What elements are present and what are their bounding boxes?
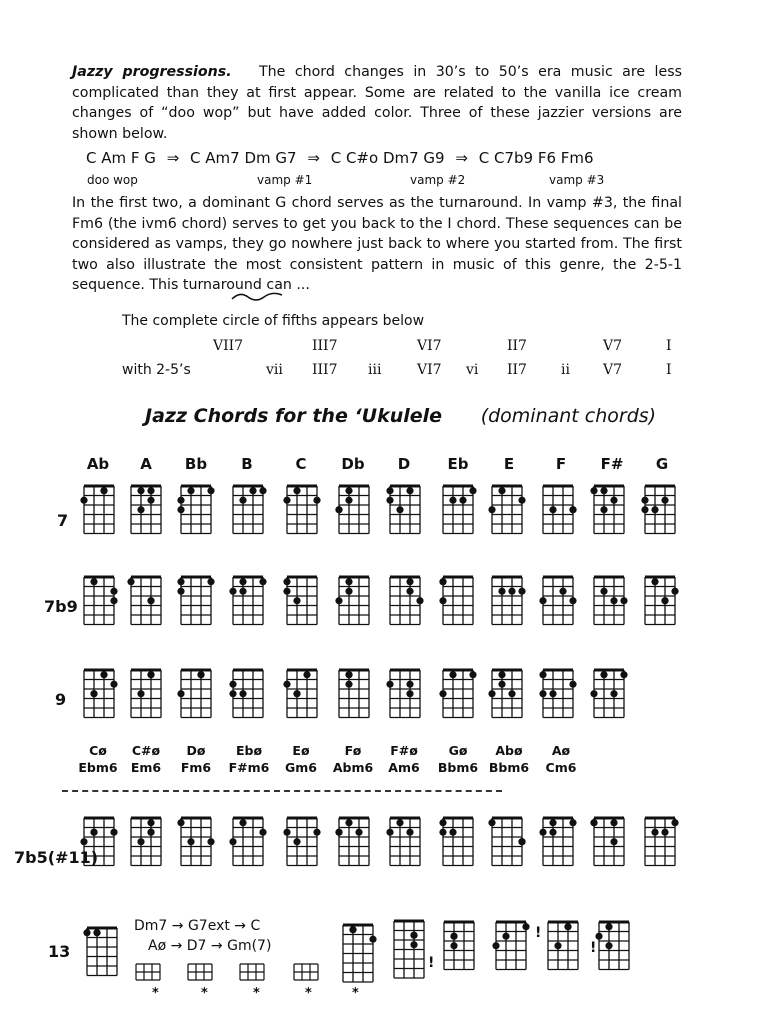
progression-vamp1: C Am7 Dm G7 bbox=[190, 149, 297, 167]
row-label-7b9: 7b9 bbox=[44, 597, 78, 616]
finger-dot bbox=[283, 497, 290, 504]
finger-dot bbox=[416, 597, 423, 604]
finger-dot bbox=[90, 829, 97, 836]
finger-dot bbox=[661, 829, 668, 836]
chord-annotation: Gø Bbm6 bbox=[437, 743, 479, 775]
chord-diagram bbox=[283, 667, 321, 721]
finger-dot bbox=[283, 681, 290, 688]
finger-dot bbox=[147, 597, 154, 604]
chord-diagram bbox=[440, 919, 478, 973]
finger-dot bbox=[137, 690, 144, 697]
chord-diagram bbox=[544, 919, 582, 973]
circle-row2-item: V7 bbox=[603, 362, 623, 378]
finger-dot bbox=[303, 671, 310, 678]
finger-dot bbox=[110, 829, 117, 836]
finger-dot bbox=[439, 819, 446, 826]
finger-dot bbox=[345, 588, 352, 595]
finger-dot bbox=[605, 923, 612, 930]
finger-dot bbox=[396, 506, 403, 513]
chord-name: F# bbox=[600, 455, 624, 473]
row-label-9: 9 bbox=[55, 690, 67, 709]
finger-dot bbox=[559, 588, 566, 595]
chord-diagram bbox=[439, 483, 477, 537]
finger-dot bbox=[349, 926, 356, 933]
finger-dot bbox=[539, 671, 546, 678]
chord-name: Eb bbox=[447, 455, 469, 473]
finger-dot bbox=[595, 933, 602, 940]
chord-annotation: Abø Bbm6 bbox=[488, 743, 530, 775]
finger-dot bbox=[406, 588, 413, 595]
finger-dot bbox=[498, 487, 505, 494]
finger-dot bbox=[110, 588, 117, 595]
finger-dot bbox=[147, 671, 154, 678]
chord-diagram bbox=[339, 922, 377, 985]
finger-dot bbox=[177, 819, 184, 826]
finger-dot bbox=[345, 671, 352, 678]
finger-dot bbox=[569, 681, 576, 688]
chord-diagram bbox=[283, 574, 321, 628]
finger-dot bbox=[600, 588, 607, 595]
finger-dot bbox=[137, 506, 144, 513]
finger-dot bbox=[386, 497, 393, 504]
finger-dot bbox=[549, 829, 556, 836]
chord-diagram bbox=[283, 483, 321, 537]
chord-name: G bbox=[655, 455, 669, 473]
chord-diagram bbox=[539, 815, 577, 869]
chord-diagram bbox=[229, 667, 267, 721]
finger-dot bbox=[229, 690, 236, 697]
chord-diagram bbox=[127, 574, 165, 628]
finger-dot bbox=[345, 578, 352, 585]
finger-dot bbox=[406, 829, 413, 836]
finger-dot bbox=[313, 829, 320, 836]
finger-dot bbox=[554, 942, 561, 949]
finger-dot bbox=[177, 588, 184, 595]
finger-dot bbox=[93, 929, 100, 936]
title-main: Jazz Chords for the ‘Ukulele bbox=[145, 405, 443, 427]
finger-dot bbox=[620, 671, 627, 678]
finger-dot bbox=[177, 578, 184, 585]
finger-dot bbox=[569, 506, 576, 513]
finger-dot bbox=[539, 829, 546, 836]
vamp-label: vamp #2 bbox=[410, 173, 466, 187]
finger-dot bbox=[488, 506, 495, 513]
finger-dot bbox=[207, 838, 214, 845]
finger-dot bbox=[239, 497, 246, 504]
finger-dot bbox=[610, 819, 617, 826]
chord-diagram bbox=[390, 918, 428, 981]
chord-diagram bbox=[177, 483, 215, 537]
arrow-icon: ⇒ bbox=[166, 149, 180, 167]
finger-dot bbox=[239, 578, 246, 585]
finger-dot bbox=[80, 838, 87, 845]
finger-dot bbox=[671, 588, 678, 595]
chord-diagram bbox=[386, 815, 424, 869]
star-mark: * bbox=[253, 986, 260, 1001]
row-label-13: 13 bbox=[48, 942, 71, 961]
circle-row2-item: iii bbox=[368, 362, 382, 378]
star-mark: * bbox=[152, 986, 159, 1001]
chord-diagram bbox=[177, 574, 215, 628]
circle-row1-item: II7 bbox=[507, 338, 527, 354]
finger-dot bbox=[651, 829, 658, 836]
finger-dot bbox=[610, 690, 617, 697]
arrow-icon: ⇒ bbox=[307, 149, 320, 167]
finger-dot bbox=[651, 578, 658, 585]
finger-dot bbox=[293, 690, 300, 697]
finger-dot bbox=[518, 588, 525, 595]
star-mark: * bbox=[201, 986, 208, 1001]
chord-diagram bbox=[335, 815, 373, 869]
finger-dot bbox=[492, 942, 499, 949]
finger-dot bbox=[590, 487, 597, 494]
finger-dot bbox=[439, 690, 446, 697]
chord-diagram bbox=[590, 574, 628, 628]
intro-heading: Jazzy progressions. bbox=[72, 64, 232, 80]
finger-dot bbox=[488, 819, 495, 826]
finger-dot bbox=[539, 597, 546, 604]
chord-diagram bbox=[488, 483, 526, 537]
finger-dot bbox=[439, 578, 446, 585]
chord-name: D bbox=[397, 455, 411, 473]
chord-annotation: Eø Gm6 bbox=[285, 743, 317, 775]
finger-dot bbox=[610, 497, 617, 504]
finger-dot bbox=[137, 487, 144, 494]
circle-row1-item: V7 bbox=[603, 338, 623, 354]
finger-dot bbox=[283, 578, 290, 585]
paragraph-2: In the first two, a dominant G chord serves as the turnaround. In vamp #3, the final Fm6 (the ivm6 chord) serves to get you back to the I chord. These sequences can be considered as vamps, they go nowhere just back to where you started from. The first two also illustrate the most consistent pattern in music of this genre, the 2-5-1 sequence. This turnaround can ... bbox=[72, 195, 682, 293]
progression-vamp3: C C7b9 F6 Fm6 bbox=[478, 149, 594, 167]
chord-diagram bbox=[590, 815, 628, 869]
chord-annotation: F#ø Am6 bbox=[388, 743, 420, 775]
finger-dot bbox=[590, 690, 597, 697]
finger-dot bbox=[335, 597, 342, 604]
finger-dot bbox=[127, 578, 134, 585]
finger-dot bbox=[187, 487, 194, 494]
chord-annotation: Ebø F#m6 bbox=[228, 743, 270, 775]
finger-dot bbox=[661, 497, 668, 504]
chord-diagram bbox=[229, 574, 267, 628]
finger-dot bbox=[498, 671, 505, 678]
chord-diagram bbox=[127, 667, 165, 721]
finger-dot bbox=[283, 829, 290, 836]
finger-dot bbox=[345, 681, 352, 688]
star-mark: * bbox=[305, 986, 312, 1001]
finger-dot bbox=[283, 588, 290, 595]
finger-dot bbox=[335, 829, 342, 836]
finger-dot bbox=[345, 487, 352, 494]
progression-vamp2: C C#o Dm7 G9 bbox=[330, 149, 445, 167]
chord-name: A bbox=[140, 455, 152, 473]
page-title bbox=[145, 405, 656, 427]
chord-diagram bbox=[80, 815, 118, 869]
vamp-label: vamp #1 bbox=[257, 173, 313, 187]
chord-annotation: Fø Abm6 bbox=[332, 743, 374, 775]
finger-dot bbox=[539, 690, 546, 697]
circle-row1-item: I bbox=[666, 338, 672, 354]
chord-diagram bbox=[539, 574, 577, 628]
circle-row2-item: VI7 bbox=[417, 362, 442, 378]
finger-dot bbox=[90, 690, 97, 697]
finger-dot bbox=[229, 588, 236, 595]
finger-dot bbox=[549, 506, 556, 513]
finger-dot bbox=[590, 819, 597, 826]
finger-dot bbox=[549, 690, 556, 697]
vamp-label: vamp #3 bbox=[549, 173, 605, 187]
finger-dot bbox=[502, 933, 509, 940]
finger-dot bbox=[469, 487, 476, 494]
finger-dot bbox=[386, 487, 393, 494]
chord-diagram bbox=[439, 815, 477, 869]
finger-dot bbox=[197, 671, 204, 678]
circle-row1-item: III7 bbox=[312, 338, 338, 354]
circle-row1-item: VII7 bbox=[213, 338, 244, 354]
finger-dot bbox=[498, 588, 505, 595]
chord-name: C bbox=[295, 455, 307, 473]
finger-dot bbox=[177, 506, 184, 513]
chord-diagram bbox=[439, 667, 477, 721]
chord-diagram bbox=[335, 483, 373, 537]
finger-dot bbox=[569, 597, 576, 604]
chord-diagram bbox=[283, 815, 321, 869]
finger-dot bbox=[406, 690, 413, 697]
circle-row1-item: VI7 bbox=[417, 338, 442, 354]
chord-diagram bbox=[177, 815, 215, 869]
finger-dot bbox=[439, 829, 446, 836]
chord-name: B bbox=[241, 455, 253, 473]
finger-dot bbox=[439, 597, 446, 604]
circle-row2-item: vii bbox=[266, 362, 283, 378]
finger-dot bbox=[187, 838, 194, 845]
chord-diagram bbox=[590, 667, 628, 721]
finger-dot bbox=[207, 578, 214, 585]
finger-dot bbox=[406, 578, 413, 585]
chord-diagram bbox=[641, 815, 679, 869]
chord-diagram bbox=[641, 483, 679, 537]
squiggle-mark bbox=[230, 291, 290, 303]
circle-row2-item: II7 bbox=[507, 362, 527, 378]
finger-dot bbox=[147, 497, 154, 504]
finger-dot bbox=[600, 671, 607, 678]
finger-dot bbox=[147, 819, 154, 826]
finger-dot bbox=[293, 487, 300, 494]
chord-diagram bbox=[590, 483, 628, 537]
finger-dot bbox=[110, 681, 117, 688]
finger-dot bbox=[229, 681, 236, 688]
finger-dot bbox=[147, 829, 154, 836]
finger-dot bbox=[313, 497, 320, 504]
finger-dot bbox=[386, 681, 393, 688]
finger-dot bbox=[100, 671, 107, 678]
chord-diagram bbox=[80, 574, 118, 628]
finger-dot bbox=[259, 578, 266, 585]
chord-diagram bbox=[492, 919, 530, 973]
chord-diagram bbox=[127, 483, 165, 537]
chord-diagram bbox=[127, 815, 165, 869]
circle-title: The complete circle of fifths appears below bbox=[122, 313, 425, 329]
finger-dot bbox=[508, 588, 515, 595]
title-sub: (dominant chords) bbox=[480, 405, 657, 427]
finger-dot bbox=[293, 838, 300, 845]
chord-diagram bbox=[335, 574, 373, 628]
intro-text: The chord changes in 30’s to 50’s era music are less complicated than they at first appear. Some are related to the vanilla ice cream changes of “doo wop” but have added color. Three of these jazzier versions are shown below. bbox=[72, 64, 682, 142]
row-label-7: 7 bbox=[57, 511, 69, 530]
chord-diagram bbox=[229, 483, 267, 537]
finger-dot bbox=[661, 597, 668, 604]
finger-dot bbox=[369, 936, 376, 943]
chord-name: Ab bbox=[86, 455, 110, 473]
chord-diagram bbox=[335, 667, 373, 721]
chord-diagram bbox=[488, 574, 526, 628]
arrow-icon: ⇒ bbox=[455, 149, 468, 167]
finger-dot bbox=[449, 671, 456, 678]
finger-dot bbox=[498, 681, 505, 688]
chord-diagram bbox=[83, 925, 121, 979]
finger-dot bbox=[449, 497, 456, 504]
row-label-7b5: 7b5(#11) bbox=[14, 848, 99, 867]
finger-dot bbox=[83, 929, 90, 936]
circle-row2-item: vi bbox=[466, 362, 479, 378]
finger-dot bbox=[488, 690, 495, 697]
finger-dot bbox=[177, 690, 184, 697]
finger-dot bbox=[508, 690, 515, 697]
finger-dot bbox=[518, 838, 525, 845]
mini-chord-diagram bbox=[292, 960, 322, 982]
chord-diagram bbox=[539, 667, 577, 721]
chord-diagram bbox=[595, 919, 633, 973]
finger-dot bbox=[620, 597, 627, 604]
finger-dot bbox=[80, 497, 87, 504]
finger-dot bbox=[450, 933, 457, 940]
chord-diagram bbox=[80, 667, 118, 721]
chord-diagram bbox=[386, 667, 424, 721]
finger-dot bbox=[355, 829, 362, 836]
chord-name: Bb bbox=[184, 455, 208, 473]
finger-dot bbox=[110, 597, 117, 604]
circle-row2-label: with 2-5’s bbox=[122, 362, 191, 378]
intro-paragraph bbox=[72, 62, 682, 144]
finger-dot bbox=[239, 819, 246, 826]
finger-dot bbox=[259, 487, 266, 494]
chord-diagram bbox=[386, 574, 424, 628]
finger-dot bbox=[469, 671, 476, 678]
dashed-divider bbox=[62, 790, 502, 792]
finger-dot bbox=[90, 578, 97, 585]
chord-name: F bbox=[555, 455, 567, 473]
chord-diagram bbox=[488, 815, 526, 869]
sequence-line-1: Dm7 → G7ext → C bbox=[134, 918, 261, 934]
finger-dot bbox=[450, 942, 457, 949]
chord-diagram bbox=[641, 574, 679, 628]
finger-dot bbox=[229, 838, 236, 845]
chord-diagram bbox=[488, 667, 526, 721]
mini-chord-diagram bbox=[238, 960, 268, 982]
finger-dot bbox=[345, 819, 352, 826]
finger-dot bbox=[641, 497, 648, 504]
finger-dot bbox=[335, 506, 342, 513]
finger-dot bbox=[600, 487, 607, 494]
circle-row2-item: III7 bbox=[312, 362, 338, 378]
finger-dot bbox=[100, 487, 107, 494]
finger-dot bbox=[345, 497, 352, 504]
finger-dot bbox=[610, 597, 617, 604]
vamp-label: doo wop bbox=[87, 173, 138, 187]
finger-dot bbox=[396, 819, 403, 826]
finger-dot bbox=[522, 923, 529, 930]
mini-chord-diagram bbox=[186, 960, 216, 982]
finger-dot bbox=[449, 829, 456, 836]
bang-mark: ! bbox=[535, 925, 542, 941]
progression-line bbox=[86, 149, 594, 167]
finger-dot bbox=[386, 829, 393, 836]
finger-dot bbox=[239, 588, 246, 595]
progression-doo-wop: C Am F G bbox=[86, 149, 156, 167]
finger-dot bbox=[518, 497, 525, 504]
chord-diagram bbox=[177, 667, 215, 721]
finger-dot bbox=[239, 690, 246, 697]
finger-dot bbox=[651, 506, 658, 513]
chord-annotation: Dø Fm6 bbox=[180, 743, 212, 775]
finger-dot bbox=[605, 942, 612, 949]
bang-mark: ! bbox=[428, 955, 435, 971]
finger-dot bbox=[207, 487, 214, 494]
finger-dot bbox=[641, 506, 648, 513]
chord-name: Db bbox=[341, 455, 365, 473]
finger-dot bbox=[177, 497, 184, 504]
finger-dot bbox=[610, 838, 617, 845]
chord-diagram bbox=[229, 815, 267, 869]
finger-dot bbox=[569, 819, 576, 826]
chord-diagram bbox=[439, 574, 477, 628]
finger-dot bbox=[249, 487, 256, 494]
finger-dot bbox=[600, 506, 607, 513]
finger-dot bbox=[410, 932, 417, 939]
finger-dot bbox=[293, 597, 300, 604]
finger-dot bbox=[459, 497, 466, 504]
circle-row2-item: ii bbox=[561, 362, 570, 378]
chord-annotation: Cø Ebm6 bbox=[78, 743, 118, 775]
chord-name: E bbox=[503, 455, 515, 473]
finger-dot bbox=[406, 487, 413, 494]
chord-diagram bbox=[539, 483, 577, 537]
finger-dot bbox=[147, 487, 154, 494]
sequence-line-2: Aø → D7 → Gm(7) bbox=[148, 938, 272, 954]
finger-dot bbox=[564, 923, 571, 930]
finger-dot bbox=[137, 838, 144, 845]
circle-row2-item: I bbox=[666, 362, 672, 378]
bang-mark: ! bbox=[590, 940, 597, 956]
chord-annotation: C#ø Em6 bbox=[130, 743, 162, 775]
mini-chord-diagram bbox=[134, 960, 164, 982]
finger-dot bbox=[671, 819, 678, 826]
finger-dot bbox=[549, 819, 556, 826]
finger-dot bbox=[410, 941, 417, 948]
finger-dot bbox=[406, 681, 413, 688]
chord-diagram bbox=[386, 483, 424, 537]
star-mark: * bbox=[352, 986, 359, 1001]
finger-dot bbox=[259, 829, 266, 836]
chord-diagram bbox=[80, 483, 118, 537]
chord-annotation: Aø Cm6 bbox=[545, 743, 577, 775]
